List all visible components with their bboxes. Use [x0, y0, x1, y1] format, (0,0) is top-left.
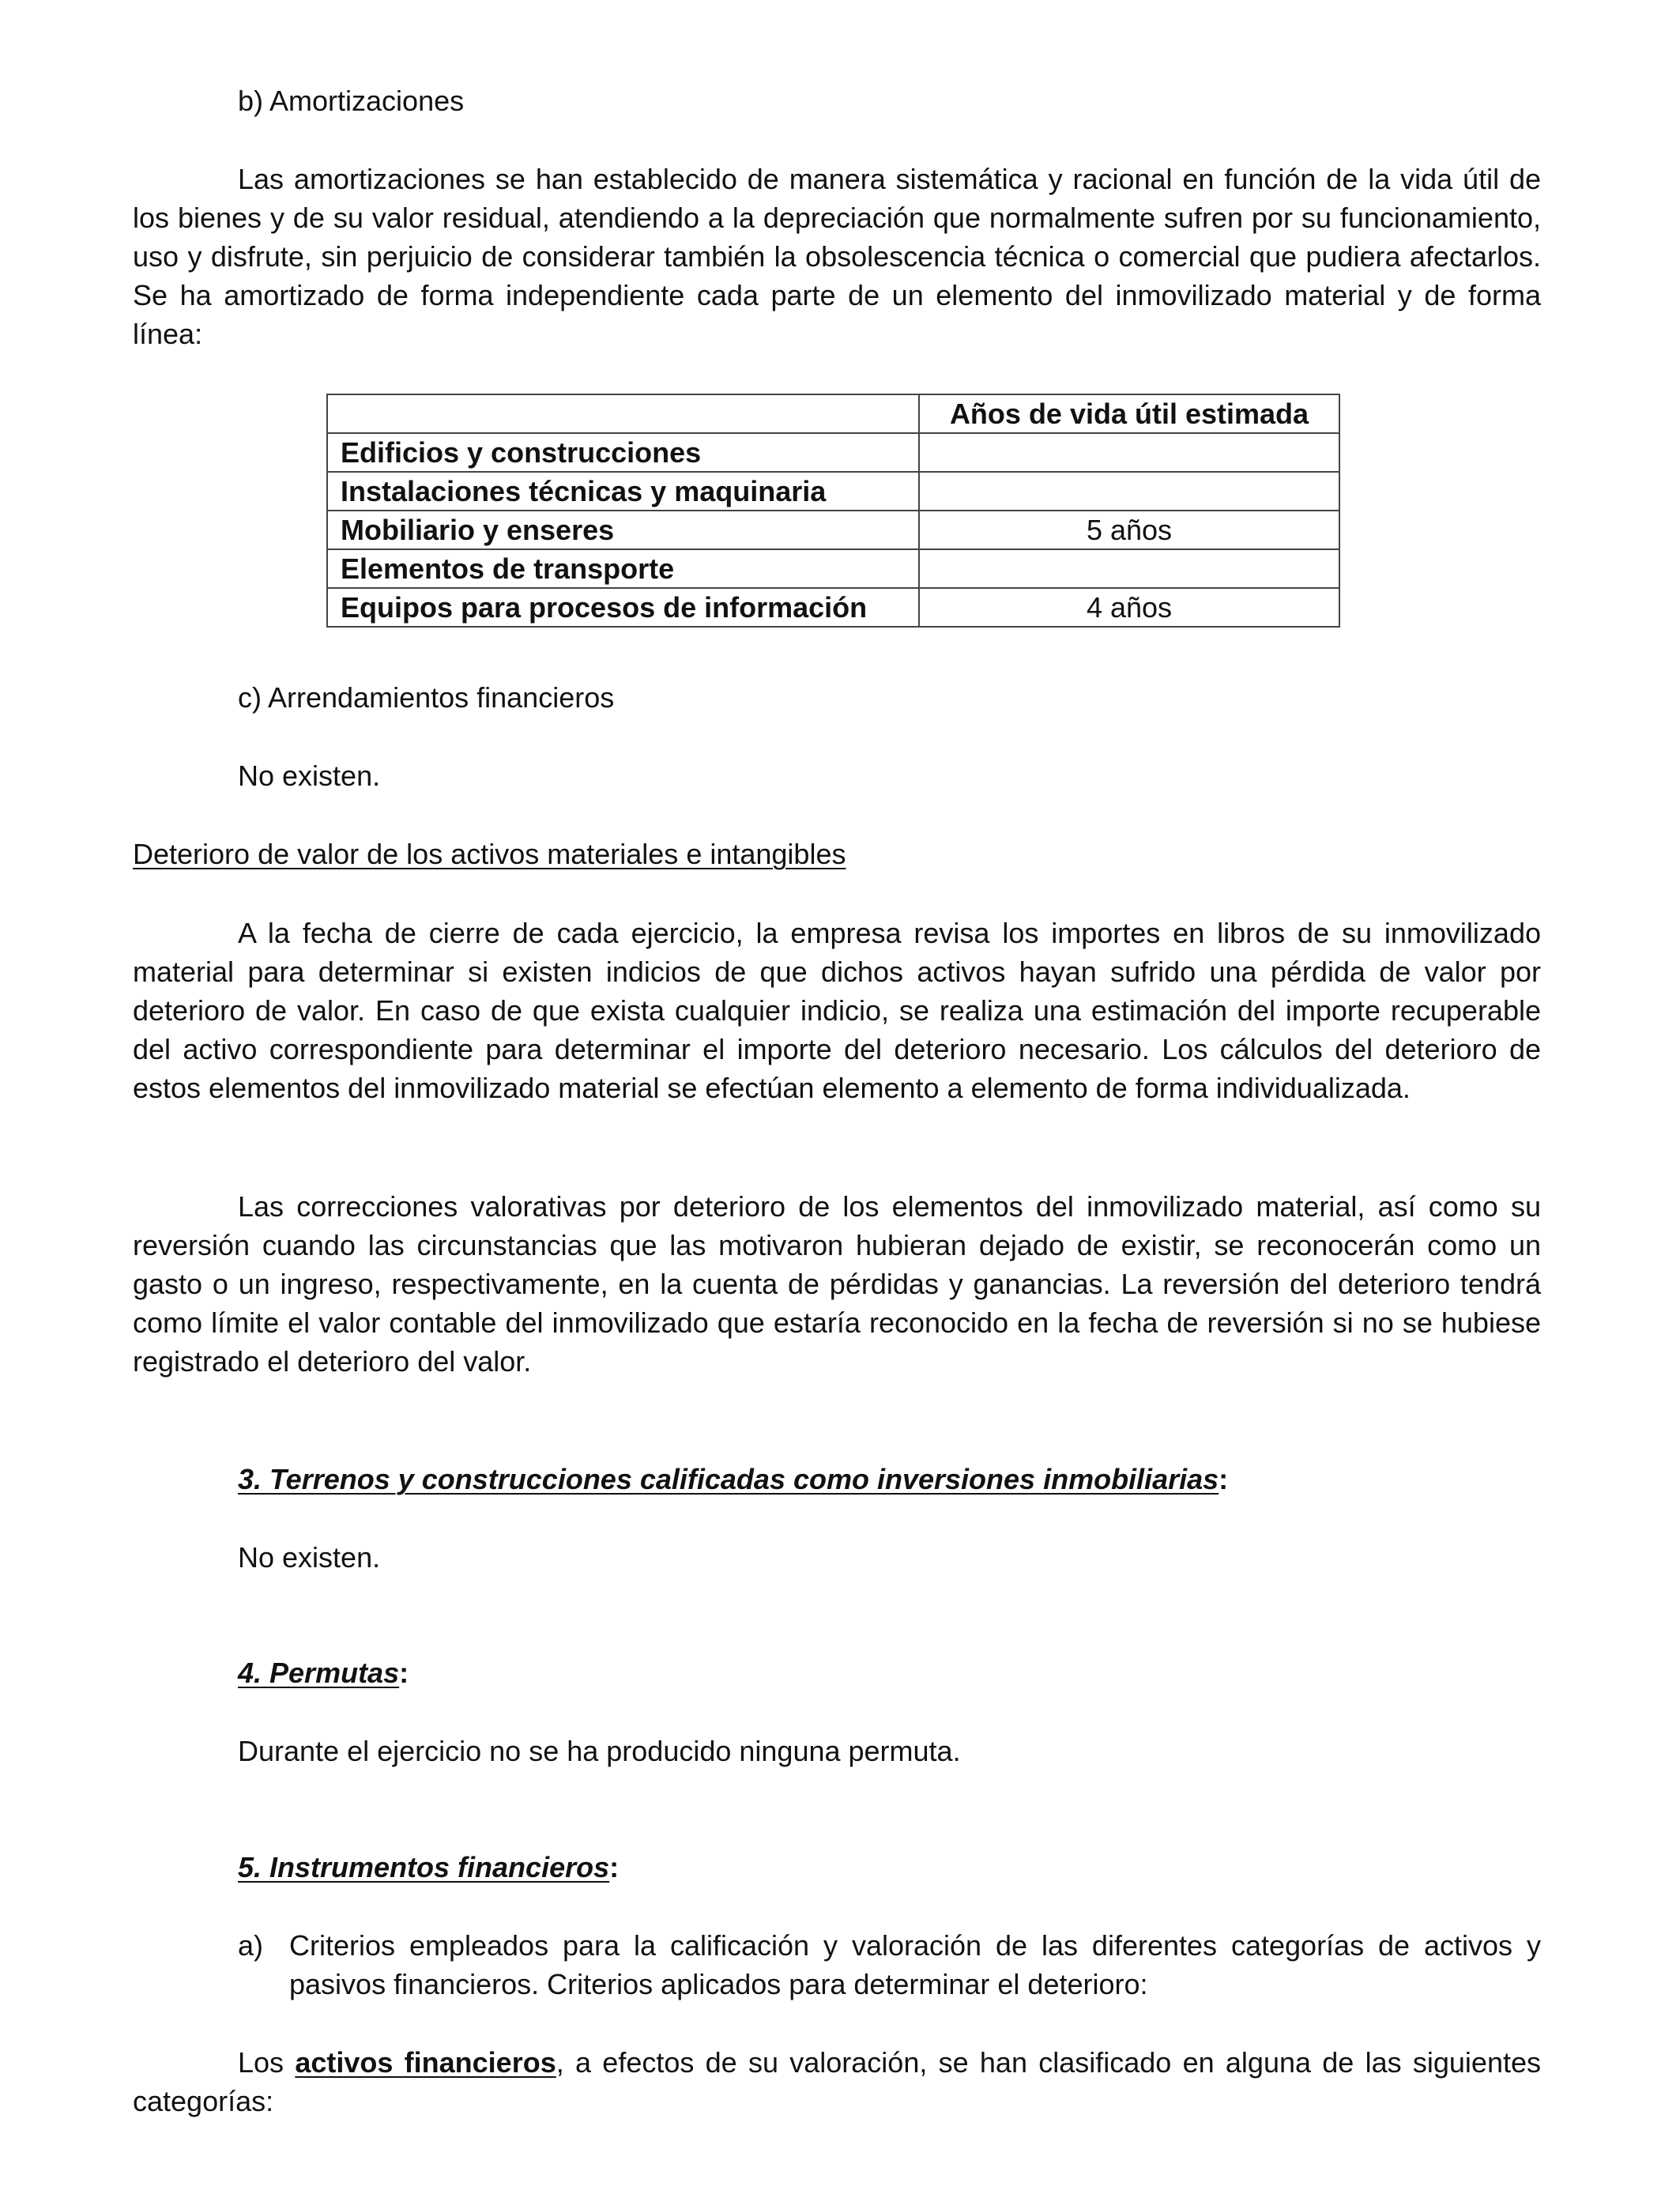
deterioro-paragraph-2: [133, 1187, 1541, 1381]
table-row-label: Equipos para procesos de información: [327, 588, 919, 627]
activos-financieros-term: activos financieros: [295, 2046, 556, 2079]
section-3-colon: :: [1219, 1463, 1229, 1495]
table-row-label: Elementos de transporte: [327, 549, 919, 588]
table-row: [327, 588, 1339, 627]
table-header-empty: [327, 394, 919, 433]
amortizaciones-paragraph: [133, 160, 1541, 353]
table-row-value: [919, 433, 1339, 472]
table-row-label: Mobiliario y enseres: [327, 511, 919, 549]
table-row-label: Edificios y construcciones: [327, 433, 919, 472]
table-row-value: 4 años: [919, 588, 1339, 627]
section-4-heading: [238, 1653, 409, 1692]
section-3-text: No existen.: [238, 1541, 381, 1574]
section-5-heading: [238, 1848, 619, 1887]
table-header-years: Años de vida útil estimada: [919, 394, 1339, 433]
section-5-title: 5. Instrumentos financieros: [238, 1851, 610, 1883]
section-4-text: Durante el ejercicio no se ha producido ninguna permuta.: [238, 1735, 961, 1767]
section-3-title: 3. Terrenos y construcciones calificadas como inversiones inmobiliarias: [238, 1463, 1219, 1495]
table-row-value: 5 años: [919, 511, 1339, 549]
arrendamientos-heading: c) Arrendamientos financieros: [238, 681, 615, 714]
section-4-title: 4. Permutas: [238, 1657, 400, 1689]
amortizaciones-heading: b) Amortizaciones: [238, 85, 465, 117]
deterioro-paragraph-1-text: A la fecha de cierre de cada ejercicio, la empresa revisa los importes en libros de su inmovilizado material para determinar si existen indicios de que dichos activos hayan sufrido una pérdida de valor por deterioro de valor. En caso de que exista cualquier indicio, se realiza una estimación del importe recuperable del activo correspondiente para determinar el importe del deterioro necesario. Los cálculos del deterioro de estos elementos del inmovilizado material se efectúan elemento a elemento de forma individualizada.: [133, 917, 1541, 1104]
table-header-row: [327, 394, 1339, 433]
table-row-value: [919, 472, 1339, 511]
list-item: [238, 1926, 1541, 2004]
activos-financieros-paragraph: [133, 2043, 1541, 2120]
deterioro-paragraph-2-text: Las correcciones valorativas por deterioro de los elementos del inmovilizado material, así como su reversión cuando las circunstancias que las motivaron hubieran dejado de existir, se reconocerán como un gasto o un ingreso, respectivamente, en la cuenta de pérdidas y ganancias. La reversión del deterioro tendrá como límite el valor contable del inmovilizado que estaría reconocido en la fecha de reversión si no se hubiese registrado el deterioro del valor.: [133, 1190, 1541, 1378]
activos-paragraph-before: Los: [238, 2046, 296, 2079]
activos-paragraph-after: , a efectos de su valoración, se han clasificado en alguna de las siguientes categorías:: [133, 2046, 1542, 2117]
list-item-marker: a): [238, 1929, 264, 1962]
section-5-colon: :: [609, 1851, 620, 1883]
table-row-value: [919, 549, 1339, 588]
table-row: [327, 549, 1339, 588]
table-row: [327, 511, 1339, 549]
deterioro-paragraph-1: [133, 914, 1541, 1107]
section-3-heading: [238, 1460, 1228, 1498]
list-item-text: Criterios empleados para la calificación y valoración de las diferentes categorías de activos y pasivos financieros. Criterios aplicados para determinar el deterioro:: [289, 1929, 1541, 2000]
section-4-colon: :: [399, 1657, 409, 1689]
table-row: [327, 433, 1339, 472]
useful-life-table: [326, 394, 1340, 628]
table-row-label: Instalaciones técnicas y maquinaria: [327, 472, 919, 511]
arrendamientos-text: No existen.: [238, 760, 381, 792]
table-row: [327, 472, 1339, 511]
amortizaciones-paragraph-text: Las amortizaciones se han establecido de manera sistemática y racional en función de la vida útil de los bienes y de su valor residual, atendiendo a la depreciación que normalmente sufren por su funcionamiento, uso y disfrute, sin perjuicio de considerar también la obsolescencia técnica o comercial que pudiera afectarlos. Se ha amortizado de forma independiente cada parte de un elemento del inmovilizado material y de forma línea:: [133, 163, 1541, 350]
deterioro-heading: Deterioro de valor de los activos materiales e intangibles: [133, 838, 846, 870]
